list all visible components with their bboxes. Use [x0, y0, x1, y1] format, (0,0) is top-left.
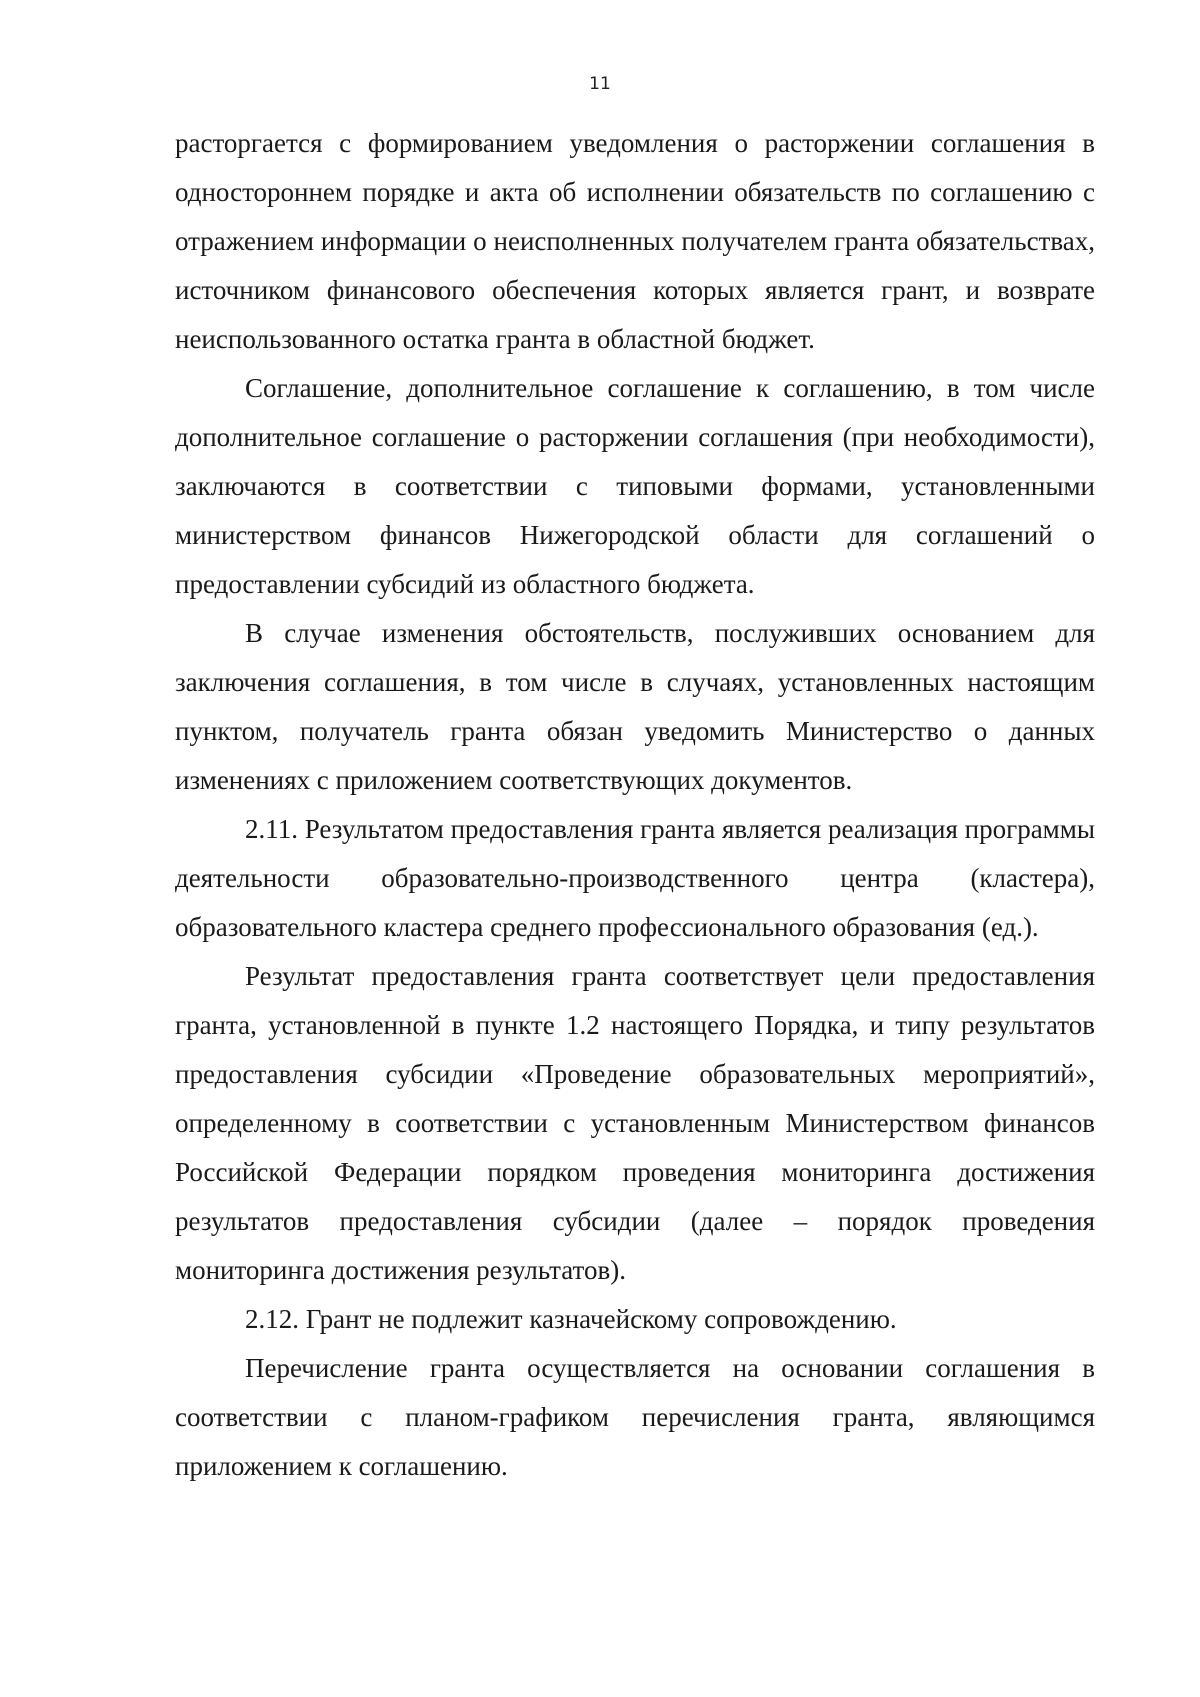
document-body	[175, 119, 1095, 1491]
paragraph: Соглашение, дополнительное соглашение к соглашению, в том числе дополнительное соглашение о расторжении соглашения (при необходимости), заключаются в соответствии с типовыми формами, установленными министерством финансов Нижегородской области для соглашений о предоставлении субсидий из областного бюджета.	[175, 373, 1095, 599]
paragraph: Результат предоставления гранта соответствует цели предоставления гранта, установленной в пункте 1.2 настоящего Порядка, и типу результатов предоставления субсидии «Проведение образовательных мероприятий», определенному в соответствии с установленным Министерством финансов Российской Федерации порядком проведения мониторинга достижения результатов предоставления субсидии (далее – порядок проведения мониторинга достижения результатов).	[175, 961, 1095, 1285]
page-number: 11	[589, 74, 611, 94]
paragraph: 2.12. Грант не подлежит казначейскому сопровождению.	[245, 1304, 897, 1334]
paragraph: Перечисление гранта осуществляется на основании соглашения в соответствии с планом-графиком перечисления гранта, являющимся приложением к соглашению.	[175, 1353, 1095, 1481]
paragraph: В случае изменения обстоятельств, послуживших основанием для заключения соглашения, в том числе в случаях, установленных настоящим пунктом, получатель гранта обязан уведомить Министерство о данных изменениях с приложением соответствующих документов.	[175, 618, 1095, 795]
paragraph: расторгается с формированием уведомления о расторжении соглашения в одностороннем порядке и акта об исполнении обязательств по соглашению с отражением информации о неисполненных получателем гранта обязательствах, источником финансового обеспечения которых является грант, и возврате неиспользованного остатка гранта в областной бюджет.	[175, 128, 1095, 354]
paragraph: 2.11. Результатом предоставления гранта является реализация программы деятельности образовательно-производственного центра (кластера), образовательного кластера среднего профессионального образования (ед.).	[175, 814, 1095, 942]
